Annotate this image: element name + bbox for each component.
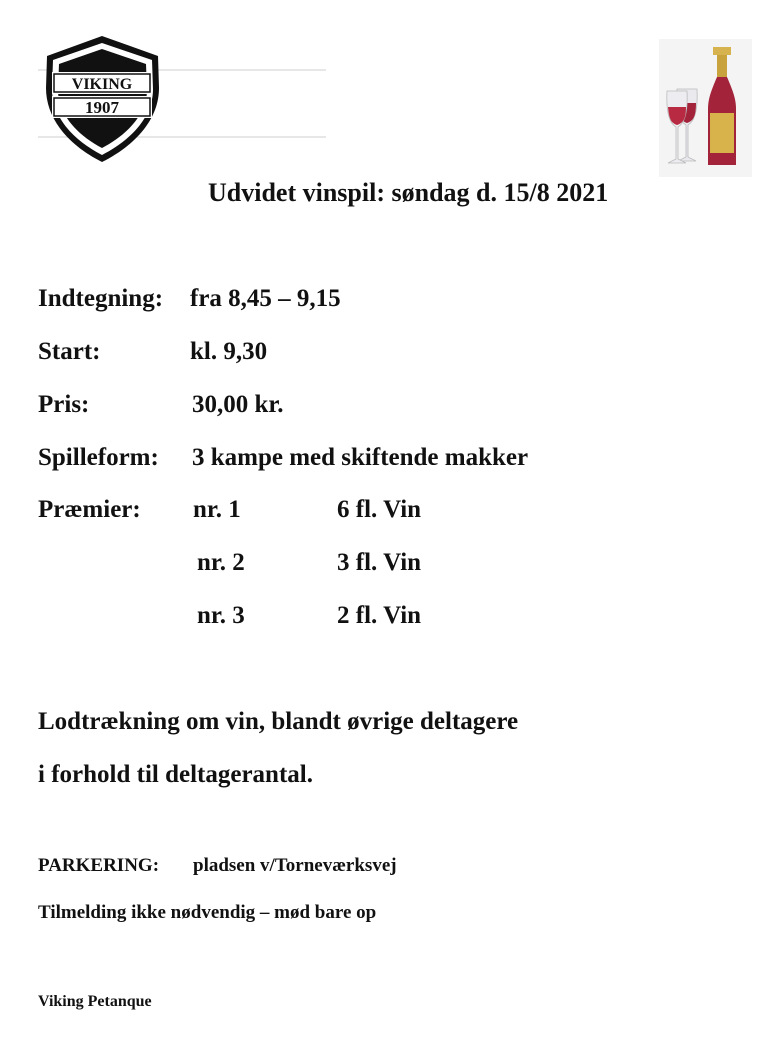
start-label: Start: (38, 338, 101, 365)
price-label: Pris: (38, 391, 90, 418)
parking-value: pladsen v/Torneværksvej (193, 855, 397, 876)
signup-note: Tilmelding ikke nødvendig – mød bare op (38, 902, 377, 923)
prize-amount: 6 fl. Vin (337, 496, 422, 523)
lottery-line-2: i forhold til deltagerantal. (38, 761, 313, 788)
footer-organizer: Viking Petanque (38, 993, 152, 1010)
price-value: 30,00 kr. (192, 391, 284, 418)
logo-line2: 1907 (85, 98, 119, 117)
parking-label: PARKERING: (38, 855, 160, 876)
logo-line1: VIKING (71, 76, 133, 93)
prizes-label: Præmier: (38, 496, 141, 523)
prize-place: nr. 1 (193, 496, 241, 523)
prize-amount: 3 fl. Vin (337, 549, 422, 576)
registration-label: Indtegning: (38, 285, 164, 312)
format-label: Spilleform: (38, 444, 159, 471)
prize-place: nr. 3 (197, 602, 245, 629)
prize-amount: 2 fl. Vin (337, 602, 422, 629)
page-title: Udvidet vinspil: søndag d. 15/8 2021 (208, 178, 609, 207)
lottery-line-1: Lodtrækning om vin, blandt øvrige deltagere (38, 708, 519, 735)
format-value: 3 kampe med skiftende makker (192, 444, 529, 471)
start-value: kl. 9,30 (190, 338, 268, 365)
registration-value: fra 8,45 – 9,15 (190, 285, 341, 312)
prize-place: nr. 2 (197, 549, 245, 576)
viking-1907-logo (38, 32, 328, 164)
wine-glasses-and-bottle-icon (659, 39, 752, 177)
